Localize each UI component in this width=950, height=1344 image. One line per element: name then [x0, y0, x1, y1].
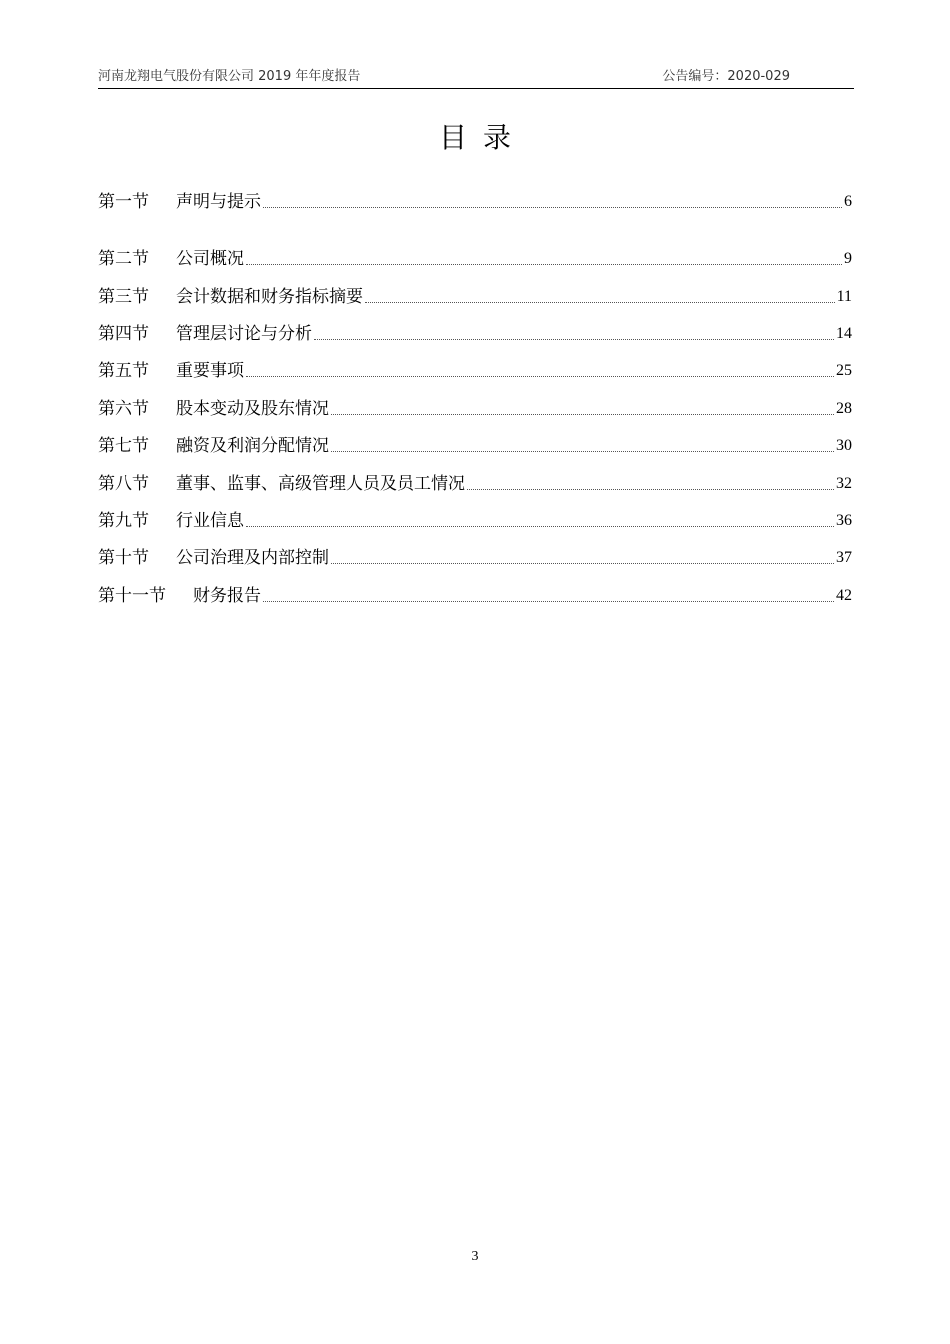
toc-section-number: 第九节 [98, 511, 149, 531]
toc-leader-dots [331, 413, 834, 415]
toc-entry[interactable] [98, 470, 852, 496]
toc-entry[interactable] [98, 395, 852, 421]
toc-entry-title: 股本变动及股东情况 [176, 399, 329, 419]
toc-page-number: 36 [836, 512, 852, 529]
toc-entry-title: 融资及利润分配情况 [176, 436, 329, 456]
toc-page-number: 9 [844, 250, 852, 267]
toc-leader-dots [314, 338, 834, 340]
toc-page-number: 42 [836, 587, 852, 604]
toc-entry[interactable] [98, 283, 852, 309]
toc-section-number: 第一节 [98, 192, 149, 212]
toc-title: 目录 [438, 121, 527, 154]
toc-page-number: 30 [836, 437, 852, 454]
toc-section-number: 第六节 [98, 399, 149, 419]
toc-page-number: 25 [836, 362, 852, 379]
toc-section-number: 第二节 [98, 249, 149, 269]
toc-entry-title: 财务报告 [193, 586, 261, 606]
toc-leader-dots [263, 600, 834, 602]
toc-entry[interactable] [98, 544, 852, 570]
toc-entry-title: 董事、监事、高级管理人员及员工情况 [176, 474, 465, 494]
toc-leader-dots [263, 206, 842, 208]
toc-entry-title: 公司治理及内部控制 [176, 548, 329, 568]
toc-leader-dots [246, 375, 834, 377]
toc-entry[interactable] [98, 320, 852, 346]
toc-leader-dots [365, 301, 835, 303]
toc-entry[interactable] [98, 582, 852, 608]
toc-page-number: 28 [836, 400, 852, 417]
toc-entry[interactable] [98, 432, 852, 458]
toc-leader-dots [246, 525, 834, 527]
toc-section-number: 第五节 [98, 361, 149, 381]
toc-page-number: 14 [836, 325, 852, 342]
toc-section-number: 第三节 [98, 287, 149, 307]
toc-entry-title: 管理层讨论与分析 [176, 324, 312, 344]
toc-leader-dots [331, 450, 834, 452]
toc-entry-title: 会计数据和财务指标摘要 [176, 287, 363, 307]
toc-page-number: 11 [836, 288, 852, 305]
page-number: 3 [471, 1249, 479, 1264]
toc-page-number: 37 [836, 549, 852, 566]
toc-entry[interactable] [98, 357, 852, 383]
toc-entry[interactable] [98, 188, 852, 214]
toc-entry[interactable] [98, 245, 852, 271]
toc-entry-title: 行业信息 [176, 511, 244, 531]
toc-entry-title: 公司概况 [176, 249, 244, 269]
toc-entry-title: 声明与提示 [176, 192, 261, 212]
toc-leader-dots [467, 488, 834, 490]
toc-entry-title: 重要事项 [176, 361, 244, 381]
toc-section-number: 第十节 [98, 548, 149, 568]
page-header [98, 64, 854, 89]
toc-section-number: 第四节 [98, 324, 149, 344]
report-title: 河南龙翔电气股份有限公司 2019 年年度报告 [98, 69, 361, 84]
toc-leader-dots [246, 263, 842, 265]
announcement-number: 公告编号：2020-029 [662, 69, 790, 84]
toc-entry[interactable] [98, 507, 852, 533]
toc-page-number: 6 [844, 193, 852, 210]
toc-section-number: 第七节 [98, 436, 149, 456]
toc-leader-dots [331, 562, 834, 564]
toc-section-number: 第十一节 [98, 586, 166, 606]
toc-page-number: 32 [836, 475, 852, 492]
toc-section-number: 第八节 [98, 474, 149, 494]
